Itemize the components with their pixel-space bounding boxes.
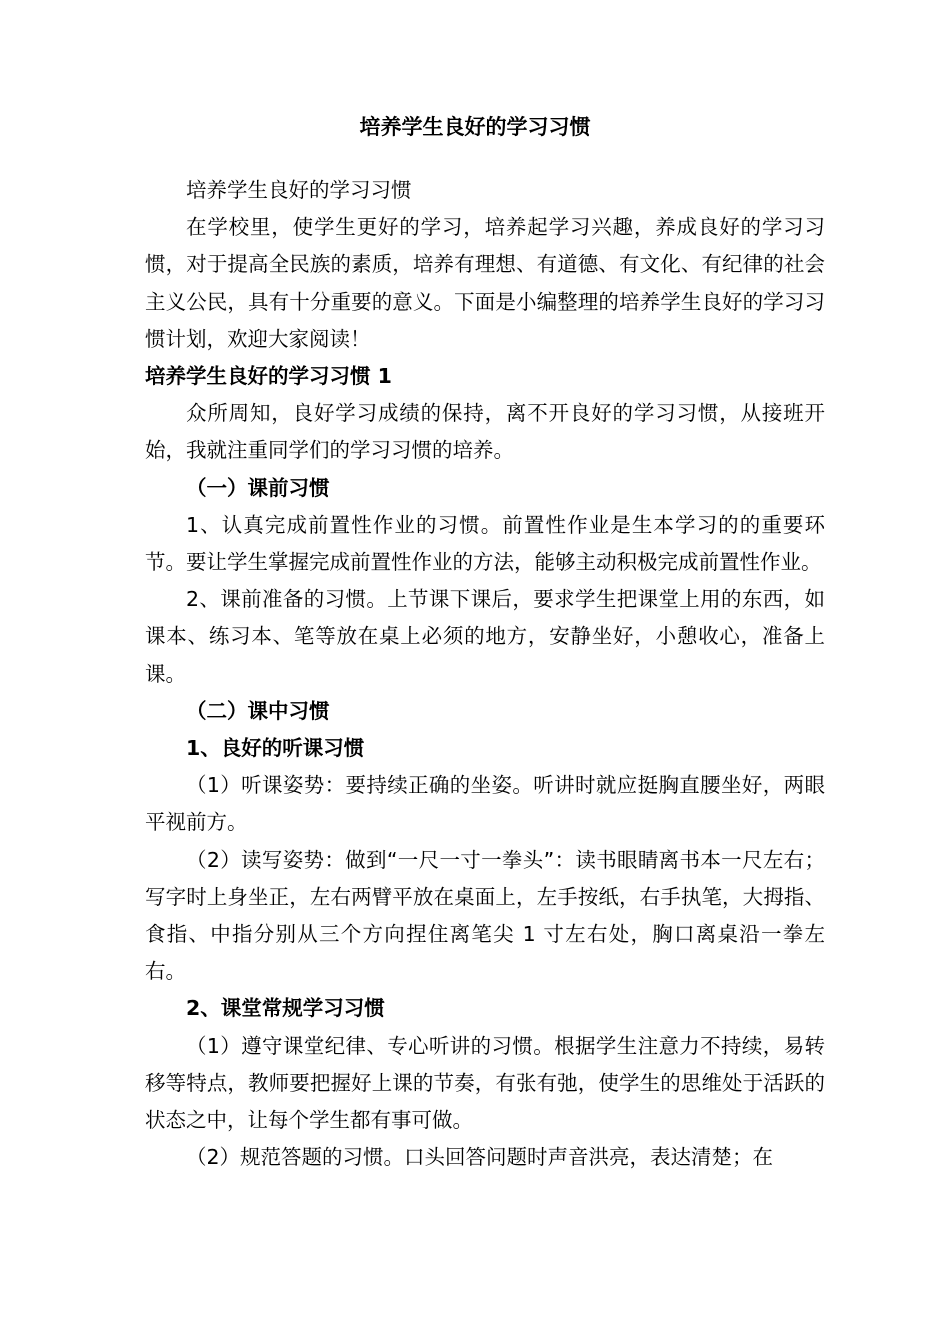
subtitle-paragraph: 培养学生良好的学习习惯 [186,178,412,202]
section-1-paragraph: 众所周知，良好学习成绩的保持，离不开良好的学习习惯，从接班开始，我就注重同学们的学习习惯的培养。 [145,401,825,463]
subsection-heading-before-class: （一）课前习惯 [186,475,330,500]
before-class-item-2: 2、课前准备的习惯。上节课下课后，要求学生把课堂上用的东西，如课本、练习本、笔等放在桌上必须的地方，安静坐好，小憩收心，准备上课。 [145,587,825,686]
intro-paragraph: 在学校里，使学生更好的学习，培养起学习兴趣，养成良好的学习习惯，对于提高全民族的素质，培养有理想、有道德、有文化、有纪律的社会主义公民，具有十分重要的意义。下面是小编整理的培养学生良好的学习习惯计划，欢迎大家阅读！ [145,215,825,351]
listening-item-2: （2）读写姿势：做到“一尺一寸一拳头”：读书眼睛离书本一尺左右；写字时上身坐正，左右两臂平放在桌面上，左手按纸，右手执笔，大拇指、食指、中指分别从三个方向捏住离笔尖 1 寸左右处，胸口离桌沿一拳左右。 [145,847,825,984]
document-title: 培养学生良好的学习习惯 [359,115,591,139]
listening-item-1: （1）听课姿势：要持续正确的坐姿。听讲时就应挺胸直腰坐好，两眼平视前方。 [145,773,825,835]
section-heading-1: 培养学生良好的学习习惯 1 [145,364,392,389]
before-class-item-1: 1、认真完成前置性作业的习惯。前置性作业是生本学习的的重要环节。要让学生掌握完成前置性作业的方法，能够主动积极完成前置性作业。 [145,512,825,575]
in-class-heading-routine: 2、课堂常规学习习惯 [186,996,385,1021]
document-body [145,172,825,1176]
routine-item-2: （2）规范答题的习惯。口头回答问题时声音洪亮，表达清楚；在 [186,1145,774,1170]
subsection-heading-in-class: （二）课中习惯 [186,698,330,723]
in-class-heading-listening: 1、良好的听课习惯 [186,736,365,761]
routine-item-1: （1）遵守课堂纪律、专心听讲的习惯。根据学生注意力不持续，易转移等特点，教师要把握好上课的节奏，有张有弛，使学生的思维处于活跃的状态之中，让每个学生都有事可做。 [145,1033,825,1133]
